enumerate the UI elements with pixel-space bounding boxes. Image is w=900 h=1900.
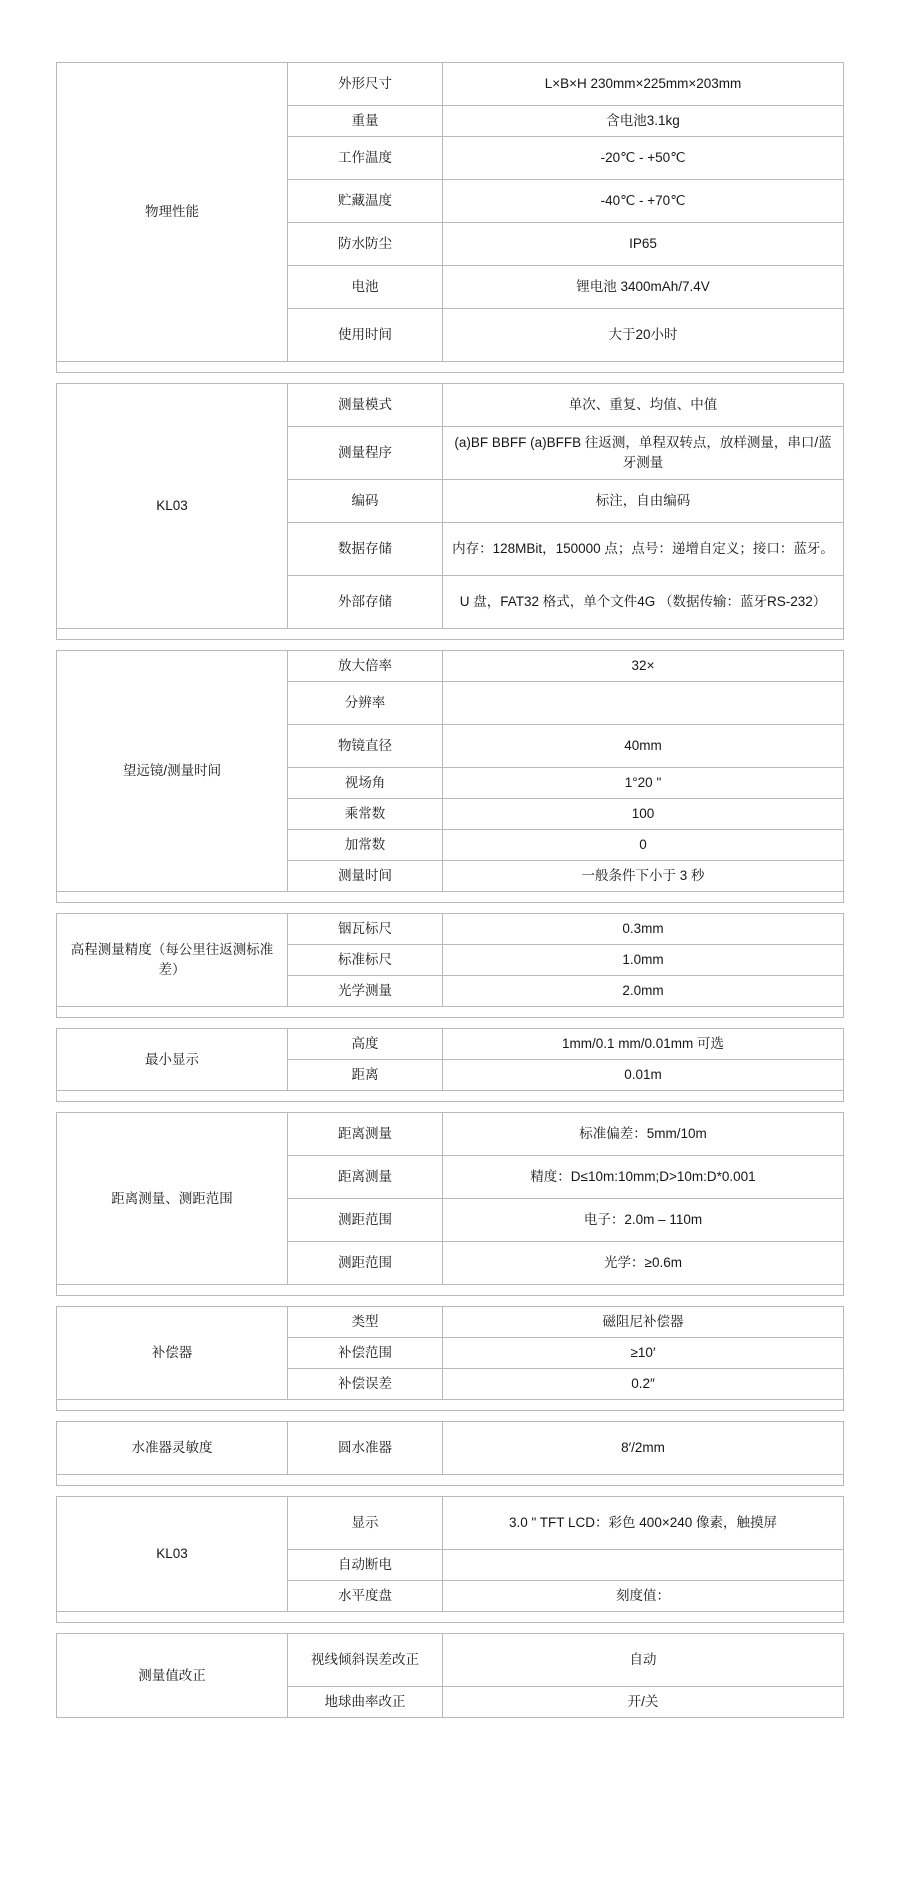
section-gap (57, 629, 844, 640)
value-cell: 内存：128MBit，150000 点；点号：递增自定义；接口：蓝牙。 (443, 523, 844, 576)
subitem-cell: 测量模式 (288, 384, 443, 427)
specification-table (56, 62, 844, 1718)
category-cell: 物理性能 (57, 63, 288, 362)
table-row (57, 1497, 844, 1550)
subitem-cell: 贮藏温度 (288, 180, 443, 223)
value-cell (443, 1550, 844, 1581)
value-cell: 单次、重复、均值、中值 (443, 384, 844, 427)
subitem-cell: 分辨率 (288, 682, 443, 725)
subitem-cell: 高度 (288, 1029, 443, 1060)
value-cell: -40℃ - +70℃ (443, 180, 844, 223)
subitem-cell: 地球曲率改正 (288, 1687, 443, 1718)
subitem-cell: 重量 (288, 106, 443, 137)
section-gap (57, 1400, 844, 1411)
subitem-cell: 类型 (288, 1307, 443, 1338)
value-cell: 1mm/0.1 mm/0.01mm 可选 (443, 1029, 844, 1060)
subitem-cell: 测量时间 (288, 861, 443, 892)
subitem-cell: 显示 (288, 1497, 443, 1550)
value-cell: 光学：≥0.6m (443, 1242, 844, 1285)
subitem-cell: 距离测量 (288, 1156, 443, 1199)
subitem-cell: 距离 (288, 1060, 443, 1091)
subitem-cell: 视场角 (288, 768, 443, 799)
subitem-cell: 视线倾斜误差改正 (288, 1634, 443, 1687)
value-cell: 电子：2.0m – 110m (443, 1199, 844, 1242)
category-cell: 补偿器 (57, 1307, 288, 1400)
section-gap (57, 362, 844, 373)
value-cell: (a)BF BBFF (a)BFFB 往返测，单程双转点，放样测量，串口/蓝牙测量 (443, 427, 844, 480)
subitem-cell: 外部存储 (288, 576, 443, 629)
section-gap (57, 1102, 844, 1113)
value-cell: 0.2″ (443, 1369, 844, 1400)
subitem-cell: 圆水准器 (288, 1422, 443, 1475)
value-cell: -20℃ - +50℃ (443, 137, 844, 180)
subitem-cell: 使用时间 (288, 309, 443, 362)
subitem-cell: 放大倍率 (288, 651, 443, 682)
table-row (57, 1634, 844, 1687)
subitem-cell: 加常数 (288, 830, 443, 861)
section-gap (57, 1623, 844, 1634)
value-cell: 0.01m (443, 1060, 844, 1091)
category-cell: KL03 (57, 384, 288, 629)
section-gap (57, 892, 844, 903)
section-gap (57, 1486, 844, 1497)
value-cell (443, 682, 844, 725)
value-cell: 锂电池 3400mAh/7.4V (443, 266, 844, 309)
value-cell: 1.0mm (443, 945, 844, 976)
subitem-cell: 物镜直径 (288, 725, 443, 768)
category-cell: 高程测量精度（每公里往返测标准差） (57, 914, 288, 1007)
value-cell: 0 (443, 830, 844, 861)
subitem-cell: 测距范围 (288, 1199, 443, 1242)
value-cell: 100 (443, 799, 844, 830)
section-gap (57, 1475, 844, 1486)
subitem-cell: 防水防尘 (288, 223, 443, 266)
subitem-cell: 距离测量 (288, 1113, 443, 1156)
subitem-cell: 工作温度 (288, 137, 443, 180)
table-row (57, 1113, 844, 1156)
value-cell: L×B×H 230mm×225mm×203mm (443, 63, 844, 106)
subitem-cell: 标准标尺 (288, 945, 443, 976)
value-cell: 0.3mm (443, 914, 844, 945)
value-cell: 32× (443, 651, 844, 682)
category-cell: 距离测量、测距范围 (57, 1113, 288, 1285)
section-gap (57, 373, 844, 384)
value-cell: U 盘，FAT32 格式，单个文件4G （数据传输：蓝牙RS-232） (443, 576, 844, 629)
category-cell: 望远镜/测量时间 (57, 651, 288, 892)
table-row (57, 651, 844, 682)
subitem-cell: 编码 (288, 480, 443, 523)
value-cell: 40mm (443, 725, 844, 768)
subitem-cell: 水平度盘 (288, 1581, 443, 1612)
section-gap (57, 1285, 844, 1296)
table-row (57, 1422, 844, 1475)
value-cell: 自动 (443, 1634, 844, 1687)
section-gap (57, 903, 844, 914)
category-cell: 最小显示 (57, 1029, 288, 1091)
table-row (57, 63, 844, 106)
value-cell: 3.0 " TFT LCD：彩色 400×240 像素，触摸屏 (443, 1497, 844, 1550)
category-cell: 水准器灵敏度 (57, 1422, 288, 1475)
value-cell: 标准偏差：5mm/10m (443, 1113, 844, 1156)
value-cell: ≥10′ (443, 1338, 844, 1369)
value-cell: 磁阻尼补偿器 (443, 1307, 844, 1338)
value-cell: 精度：D≤10m:10mm;D>10m:D*0.001 (443, 1156, 844, 1199)
value-cell: 一般条件下小于 3 秒 (443, 861, 844, 892)
value-cell: 刻度值： (443, 1581, 844, 1612)
category-cell: KL03 (57, 1497, 288, 1612)
subitem-cell: 补偿范围 (288, 1338, 443, 1369)
subitem-cell: 测量程序 (288, 427, 443, 480)
subitem-cell: 测距范围 (288, 1242, 443, 1285)
value-cell: 标注，自由编码 (443, 480, 844, 523)
subitem-cell: 数据存储 (288, 523, 443, 576)
table-row (57, 1307, 844, 1338)
section-gap (57, 1018, 844, 1029)
table-row (57, 914, 844, 945)
table-row (57, 384, 844, 427)
value-cell: 8′/2mm (443, 1422, 844, 1475)
subitem-cell: 外形尺寸 (288, 63, 443, 106)
section-gap (57, 1091, 844, 1102)
subitem-cell: 光学测量 (288, 976, 443, 1007)
section-gap (57, 640, 844, 651)
subitem-cell: 自动断电 (288, 1550, 443, 1581)
value-cell: 开/关 (443, 1687, 844, 1718)
value-cell: 1°20 " (443, 768, 844, 799)
section-gap (57, 1411, 844, 1422)
subitem-cell: 乘常数 (288, 799, 443, 830)
category-cell: 测量值改正 (57, 1634, 288, 1718)
subitem-cell: 补偿误差 (288, 1369, 443, 1400)
table-row (57, 1029, 844, 1060)
section-gap (57, 1296, 844, 1307)
value-cell: 大于20小时 (443, 309, 844, 362)
value-cell: 2.0mm (443, 976, 844, 1007)
subitem-cell: 电池 (288, 266, 443, 309)
subitem-cell: 铟瓦标尺 (288, 914, 443, 945)
value-cell: 含电池3.1kg (443, 106, 844, 137)
section-gap (57, 1612, 844, 1623)
section-gap (57, 1007, 844, 1018)
value-cell: IP65 (443, 223, 844, 266)
